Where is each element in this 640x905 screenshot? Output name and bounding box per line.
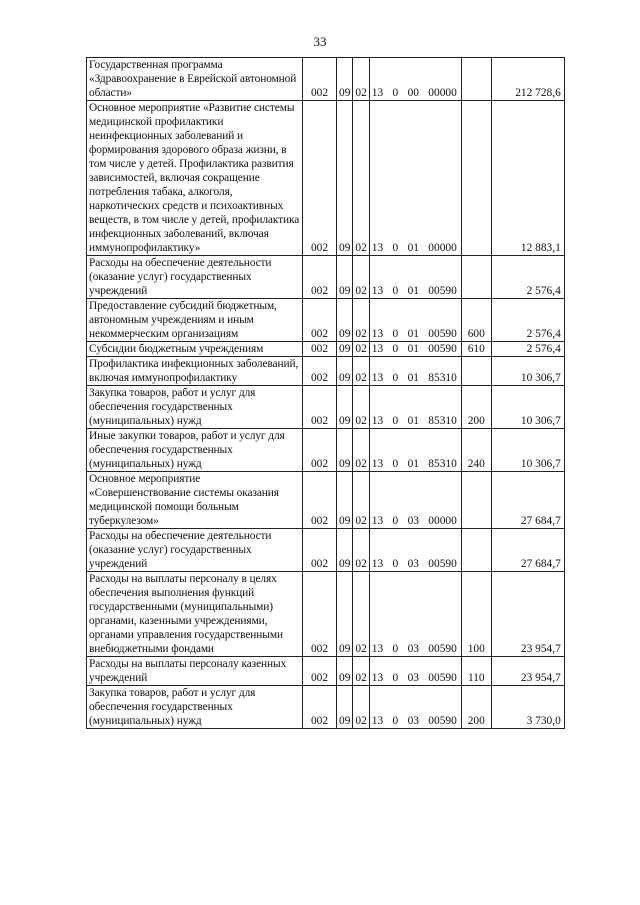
target-article-part: 01	[407, 415, 419, 427]
section-code-cell: 09	[337, 686, 353, 729]
target-article-part: 13	[371, 372, 384, 384]
target-article-code	[372, 514, 459, 528]
table-row	[87, 686, 565, 729]
table-row	[87, 572, 565, 657]
target-article-part: 03	[407, 643, 419, 655]
target-article-part: 00590	[428, 343, 457, 355]
target-article-part: 13	[371, 242, 384, 254]
expense-type-cell: 100	[461, 572, 491, 657]
target-article-code	[372, 371, 459, 385]
target-article-code	[372, 671, 459, 685]
target-article-part: 00000	[428, 242, 457, 254]
target-article-part: 01	[407, 328, 419, 340]
target-article-cell	[369, 472, 461, 529]
target-article-part: 13	[371, 558, 384, 570]
admin-code-cell: 002	[303, 386, 337, 429]
target-article-cell	[369, 572, 461, 657]
section-code-cell: 09	[337, 386, 353, 429]
target-article-code	[372, 457, 459, 471]
target-article-part: 0	[392, 458, 399, 470]
subsection-code-cell: 02	[353, 572, 369, 657]
target-article-part: 0	[392, 715, 399, 727]
target-article-part: 85310	[428, 415, 457, 427]
target-article-part: 0	[392, 515, 399, 527]
expense-name-cell: Субсидии бюджетным учреждениям	[87, 342, 303, 357]
amount-cell: 10 306,7	[491, 386, 564, 429]
table-row	[87, 386, 565, 429]
expense-type-cell	[461, 58, 491, 101]
budget-table-body	[87, 58, 565, 729]
section-code-cell: 09	[337, 657, 353, 686]
subsection-code-cell: 02	[353, 299, 369, 342]
target-article-part: 00590	[428, 558, 457, 570]
table-row	[87, 472, 565, 529]
expense-type-cell: 610	[461, 342, 491, 357]
amount-cell: 23 954,7	[491, 657, 564, 686]
target-article-code	[372, 714, 459, 728]
target-article-part: 0	[392, 415, 399, 427]
subsection-code-cell: 02	[353, 58, 369, 101]
expense-name-cell: Расходы на выплаты персоналу в целях обеспечения выполнения функций государственными (муниципальными) органами, казенными учреждениями, органами управления государственными внебюджетными фондами	[87, 572, 303, 657]
expense-type-cell	[461, 472, 491, 529]
target-article-part: 01	[407, 242, 419, 254]
expense-name-cell: Предоставление субсидий бюджетным, автономным учреждениям и иным некоммерческим организациям	[87, 299, 303, 342]
section-code-cell: 09	[337, 529, 353, 572]
table-row	[87, 101, 565, 256]
target-article-code	[372, 557, 459, 571]
target-article-cell	[369, 429, 461, 472]
expense-name-cell: Расходы на обеспечение деятельности (оказание услуг) государственных учреждений	[87, 256, 303, 299]
expense-type-cell: 200	[461, 686, 491, 729]
target-article-part: 01	[407, 458, 419, 470]
expense-name-cell: Основное мероприятие «Развитие системы медицинской профилактики неинфекционных заболеваний и формирования здорового образа жизни, в том числе у детей. Профилактика развития зависимостей, включая сокращение потребления табака, алкоголя, наркотических средств и психоактивных веществ, в том числе у детей, профилактика инфекционных заболеваний, включая иммунопрофилактику»	[87, 101, 303, 256]
expense-name-cell: Государственная программа «Здравоохранение в Еврейской автономной области»	[87, 58, 303, 101]
target-article-part: 00590	[428, 715, 457, 727]
amount-cell: 10 306,7	[491, 357, 564, 386]
expense-type-cell: 200	[461, 386, 491, 429]
section-code-cell: 09	[337, 572, 353, 657]
target-article-part: 00000	[428, 87, 457, 99]
target-article-cell	[369, 256, 461, 299]
target-article-part: 0	[392, 87, 399, 99]
expense-name-cell: Закупка товаров, работ и услуг для обеспечения государственных (муниципальных) нужд	[87, 686, 303, 729]
page-number: 33	[313, 34, 327, 49]
target-article-part: 00590	[428, 328, 457, 340]
admin-code-cell: 002	[303, 529, 337, 572]
section-code-cell: 09	[337, 299, 353, 342]
amount-cell: 212 728,6	[491, 58, 564, 101]
expense-type-cell: 240	[461, 429, 491, 472]
section-code-cell: 09	[337, 429, 353, 472]
admin-code-cell: 002	[303, 472, 337, 529]
target-article-part: 0	[392, 242, 399, 254]
target-article-code	[372, 342, 459, 356]
target-article-cell	[369, 357, 461, 386]
target-article-part: 03	[407, 672, 419, 684]
amount-cell: 23 954,7	[491, 572, 564, 657]
amount-cell: 27 684,7	[491, 472, 564, 529]
target-article-part: 13	[371, 458, 384, 470]
budget-table	[86, 57, 565, 729]
target-article-part: 00590	[428, 672, 457, 684]
admin-code-cell: 002	[303, 572, 337, 657]
admin-code-cell: 002	[303, 357, 337, 386]
expense-type-cell	[461, 256, 491, 299]
amount-cell: 10 306,7	[491, 429, 564, 472]
subsection-code-cell: 02	[353, 472, 369, 529]
target-article-part: 13	[371, 715, 384, 727]
target-article-part: 13	[371, 343, 384, 355]
amount-cell: 2 576,4	[491, 299, 564, 342]
table-row	[87, 657, 565, 686]
section-code-cell: 09	[337, 357, 353, 386]
subsection-code-cell: 02	[353, 256, 369, 299]
target-article-cell	[369, 342, 461, 357]
target-article-part: 00590	[428, 643, 457, 655]
target-article-part: 03	[407, 558, 419, 570]
expense-name-cell: Иные закупки товаров, работ и услуг для обеспечения государственных (муниципальных) нужд	[87, 429, 303, 472]
target-article-cell	[369, 686, 461, 729]
amount-cell: 2 576,4	[491, 256, 564, 299]
target-article-code	[372, 327, 459, 341]
target-article-part: 00000	[428, 515, 457, 527]
admin-code-cell: 002	[303, 256, 337, 299]
target-article-part: 0	[392, 285, 399, 297]
expense-type-cell	[461, 101, 491, 256]
expense-name-cell: Профилактика инфекционных заболеваний, включая иммунопрофилактику	[87, 357, 303, 386]
target-article-part: 85310	[428, 372, 457, 384]
subsection-code-cell: 02	[353, 386, 369, 429]
target-article-code	[372, 642, 459, 656]
target-article-part: 00590	[428, 285, 457, 297]
target-article-part: 13	[371, 87, 384, 99]
table-row	[87, 342, 565, 357]
admin-code-cell: 002	[303, 657, 337, 686]
table-row	[87, 299, 565, 342]
target-article-part: 13	[371, 415, 384, 427]
amount-cell: 2 576,4	[491, 342, 564, 357]
target-article-part: 0	[392, 372, 399, 384]
target-article-part: 0	[392, 672, 399, 684]
expense-type-cell: 600	[461, 299, 491, 342]
target-article-part: 0	[392, 643, 399, 655]
section-code-cell: 09	[337, 342, 353, 357]
admin-code-cell: 002	[303, 429, 337, 472]
target-article-part: 01	[407, 285, 419, 297]
subsection-code-cell: 02	[353, 342, 369, 357]
target-article-code	[372, 414, 459, 428]
target-article-part: 03	[407, 715, 419, 727]
expense-type-cell	[461, 357, 491, 386]
target-article-part: 13	[371, 285, 384, 297]
target-article-cell	[369, 299, 461, 342]
amount-cell: 3 730,0	[491, 686, 564, 729]
target-article-cell	[369, 58, 461, 101]
table-row	[87, 429, 565, 472]
amount-cell: 12 883,1	[491, 101, 564, 256]
target-article-code	[372, 241, 459, 255]
expense-type-cell: 110	[461, 657, 491, 686]
section-code-cell: 09	[337, 58, 353, 101]
section-code-cell: 09	[337, 472, 353, 529]
subsection-code-cell: 02	[353, 357, 369, 386]
target-article-part: 13	[371, 515, 384, 527]
target-article-cell	[369, 657, 461, 686]
target-article-cell	[369, 101, 461, 256]
target-article-part: 03	[407, 515, 419, 527]
target-article-part: 01	[407, 343, 419, 355]
subsection-code-cell: 02	[353, 101, 369, 256]
target-article-part: 01	[407, 372, 419, 384]
admin-code-cell: 002	[303, 58, 337, 101]
admin-code-cell: 002	[303, 299, 337, 342]
subsection-code-cell: 02	[353, 686, 369, 729]
target-article-part: 13	[371, 672, 384, 684]
admin-code-cell: 002	[303, 342, 337, 357]
section-code-cell: 09	[337, 101, 353, 256]
target-article-part: 85310	[428, 458, 457, 470]
target-article-part: 13	[371, 643, 384, 655]
table-row	[87, 58, 565, 101]
target-article-code	[372, 86, 459, 100]
subsection-code-cell: 02	[353, 657, 369, 686]
admin-code-cell: 002	[303, 686, 337, 729]
table-row	[87, 256, 565, 299]
expense-name-cell: Закупка товаров, работ и услуг для обеспечения государственных (муниципальных) нужд	[87, 386, 303, 429]
target-article-cell	[369, 386, 461, 429]
target-article-part: 00	[407, 87, 419, 99]
target-article-part: 0	[392, 558, 399, 570]
expense-name-cell: Расходы на выплаты персоналу казенных учреждений	[87, 657, 303, 686]
target-article-code	[372, 284, 459, 298]
expense-name-cell: Расходы на обеспечение деятельности (оказание услуг) государственных учреждений	[87, 529, 303, 572]
expense-type-cell	[461, 529, 491, 572]
expense-name-cell: Основное мероприятие «Совершенствование системы оказания медицинской помощи больным туберкулезом»	[87, 472, 303, 529]
target-article-part: 13	[371, 328, 384, 340]
subsection-code-cell: 02	[353, 529, 369, 572]
admin-code-cell: 002	[303, 101, 337, 256]
table-row	[87, 529, 565, 572]
subsection-code-cell: 02	[353, 429, 369, 472]
amount-cell: 27 684,7	[491, 529, 564, 572]
target-article-cell	[369, 529, 461, 572]
target-article-part: 0	[392, 343, 399, 355]
table-row	[87, 357, 565, 386]
target-article-part: 0	[392, 328, 399, 340]
section-code-cell: 09	[337, 256, 353, 299]
